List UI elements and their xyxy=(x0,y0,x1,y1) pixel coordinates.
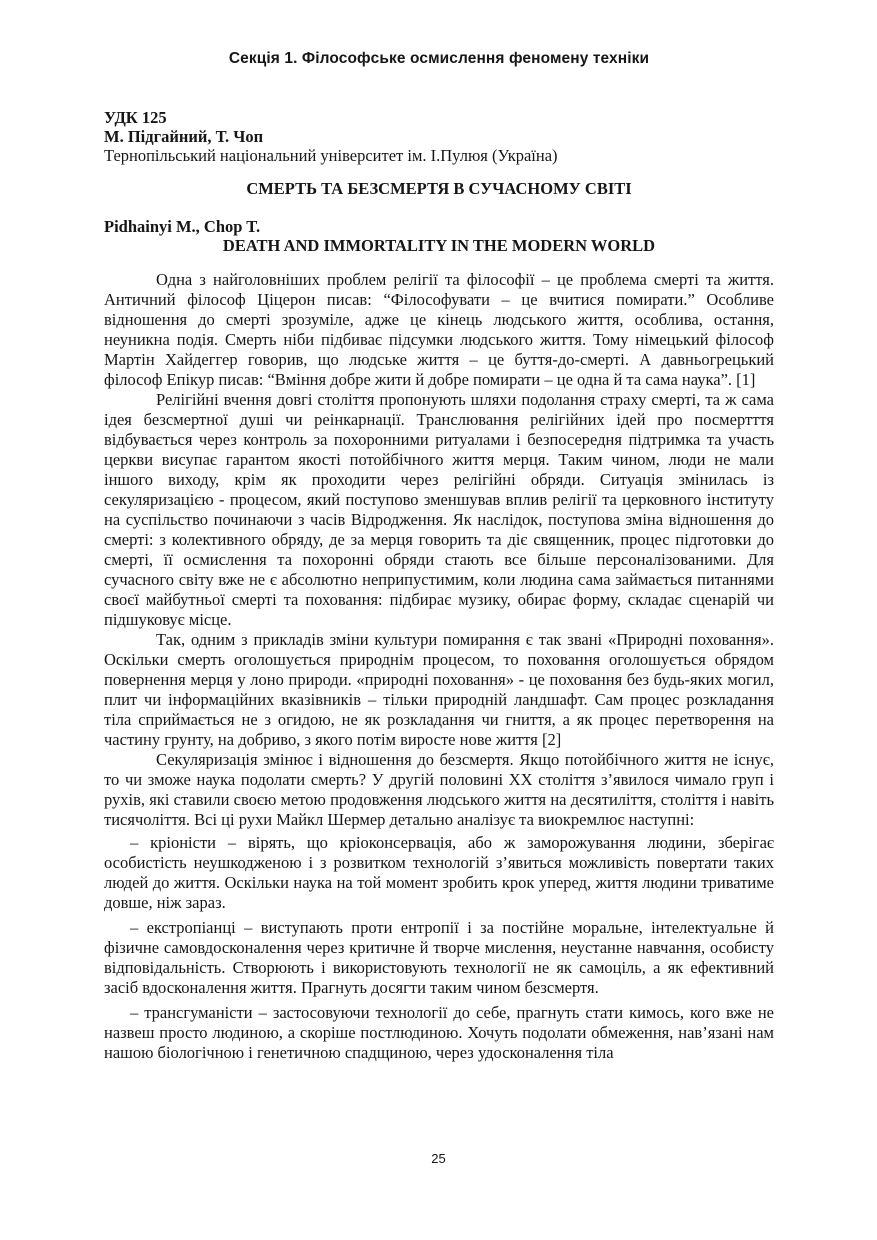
paragraph: Одна з найголовніших проблем релігії та філософії – це проблема смерті та життя. Античний філософ Ціцерон писав: “Філософувати – це вчитися помирати.” Особливе відношення до смерті зрозуміле, адже це кінець людського життя, особлива, остання, неуникна подія. Смерть ніби підбиває підсумки людського життя. Тому німецький філософ Мартін Хайдеггер говорив, що людське життя – це буття-до-смерті. А давньогрецький філософ Епікур писав: “Вміння добре жити й добре помирати – це одна й та сама наука”. [1] xyxy=(104,270,774,389)
paragraph: Релігійні вчення довгі століття пропонують шляхи подолання страху смерті, та ж сама ідея безсмертної душі чи реінкарнації. Транслювання релігійних ідей про посмертття відбувається через контроль за похоронними ритуалами і безпосередня підтримка та участь церкви висупає гарантом якості потойбічного життя мерця. Таким чином, люди не мали іншого виходу, крім як проходити через релігійні обряди. Ситуація змінилась із секуляризацією - процесом, який поступово зменшував вплив релігії та церковного інституту на суспільство починаючи з часів Відродження. Як наслідок, поступова зміна відношення до смерті: з колективного обряду, де за мерця говорить та діє священник, процес підготовки до смерті, її осмислення та похоронні обряди стають все більше персоналізованими. Для сучасного світу вже не є абсолютно неприпустимим, коли людина сама займається питаннями своєї майбутньої смерті та поховання: підбирає музику, обирає форму, складає сценарій чи підшуковує місце. xyxy=(104,390,774,629)
affiliation: Тернопільський національний університет ім. І.Пулюя (Україна) xyxy=(104,146,558,165)
article-body xyxy=(104,270,774,1063)
article-title-ukrainian: СМЕРТЬ ТА БЕЗСМЕРТЯ В СУЧАСНОМУ СВІТІ xyxy=(246,179,632,198)
article-title-english: DEATH AND IMMORTALITY IN THE MODERN WORLD xyxy=(222,236,656,255)
document-page xyxy=(104,50,774,1063)
list-item-transhumanists: – трансгуманісти – застосовуючи технології до себе, прагнуть стати кимось, кого вже не назвеш просто людиною, а скоріше постлюдиною. Хочуть подолати обмеження, нав’язані нам нашою біологічною і генетичною спадщиною, через удосконалення тіла xyxy=(104,1003,774,1062)
authors-english: Pidhainyi M., Chop T. xyxy=(104,217,261,236)
page-number: 25 xyxy=(431,1151,446,1166)
paragraph: Так, одним з прикладів зміни культури помирання є так звані «Природні поховання». Оскільки смерть оголошується природнім процесом, то поховання оголошується обрядом повернення мерця у лоно природи. «природні поховання» - це поховання без будь-яких могил, плит чи інформаційних вказівників – тільки природній ландшафт. Сам процес розкладання тіла сприймається не з огидою, не як розкладання чи гниття, а як процес перетворення на частину грунту, на добриво, з якого потім виросте нове життя [2] xyxy=(104,630,774,749)
udk-code: УДК 125 xyxy=(104,108,167,127)
list-item-extropians: – екстропіанці – виступають проти ентропії і за постійне моральне, інтелектуальне й фізичне самовдосконалення через критичне й творче мислення, неустанне навчання, особисту відповідальність. Створюють і використовують технології не як самоціль, а як ефективний засіб вдосконалення життя. Прагнуть досягти таким чином безсмертя. xyxy=(104,918,774,997)
paragraph: Секуляризація змінює і відношення до безсмертя. Якщо потойбічного життя не існує, то чи зможе наука подолати смерть? У другій половині ХХ століття з’явилося чимало груп і рухів, які ставили своєю метою продовження людського життя на десятиліття, століття і навіть тисячоліття. Всі ці рухи Майкл Шермер детально аналізує та виокремлює наступні: xyxy=(104,750,774,829)
list-item-cryonists: – кріоністи – вірять, що кріоконсервація, або ж заморожування людини, зберігає особистість неушкодженою і з розвитком технологій з’явиться можливість повертати таких людей до життя. Оскільки наука на той момент зробить крок уперед, життя людини триватиме довше, ніж зараз. xyxy=(104,833,774,912)
authors: М. Підгайний, Т. Чоп xyxy=(104,127,264,146)
section-header: Секція 1. Філософське осмислення феномену техніки xyxy=(228,50,650,67)
